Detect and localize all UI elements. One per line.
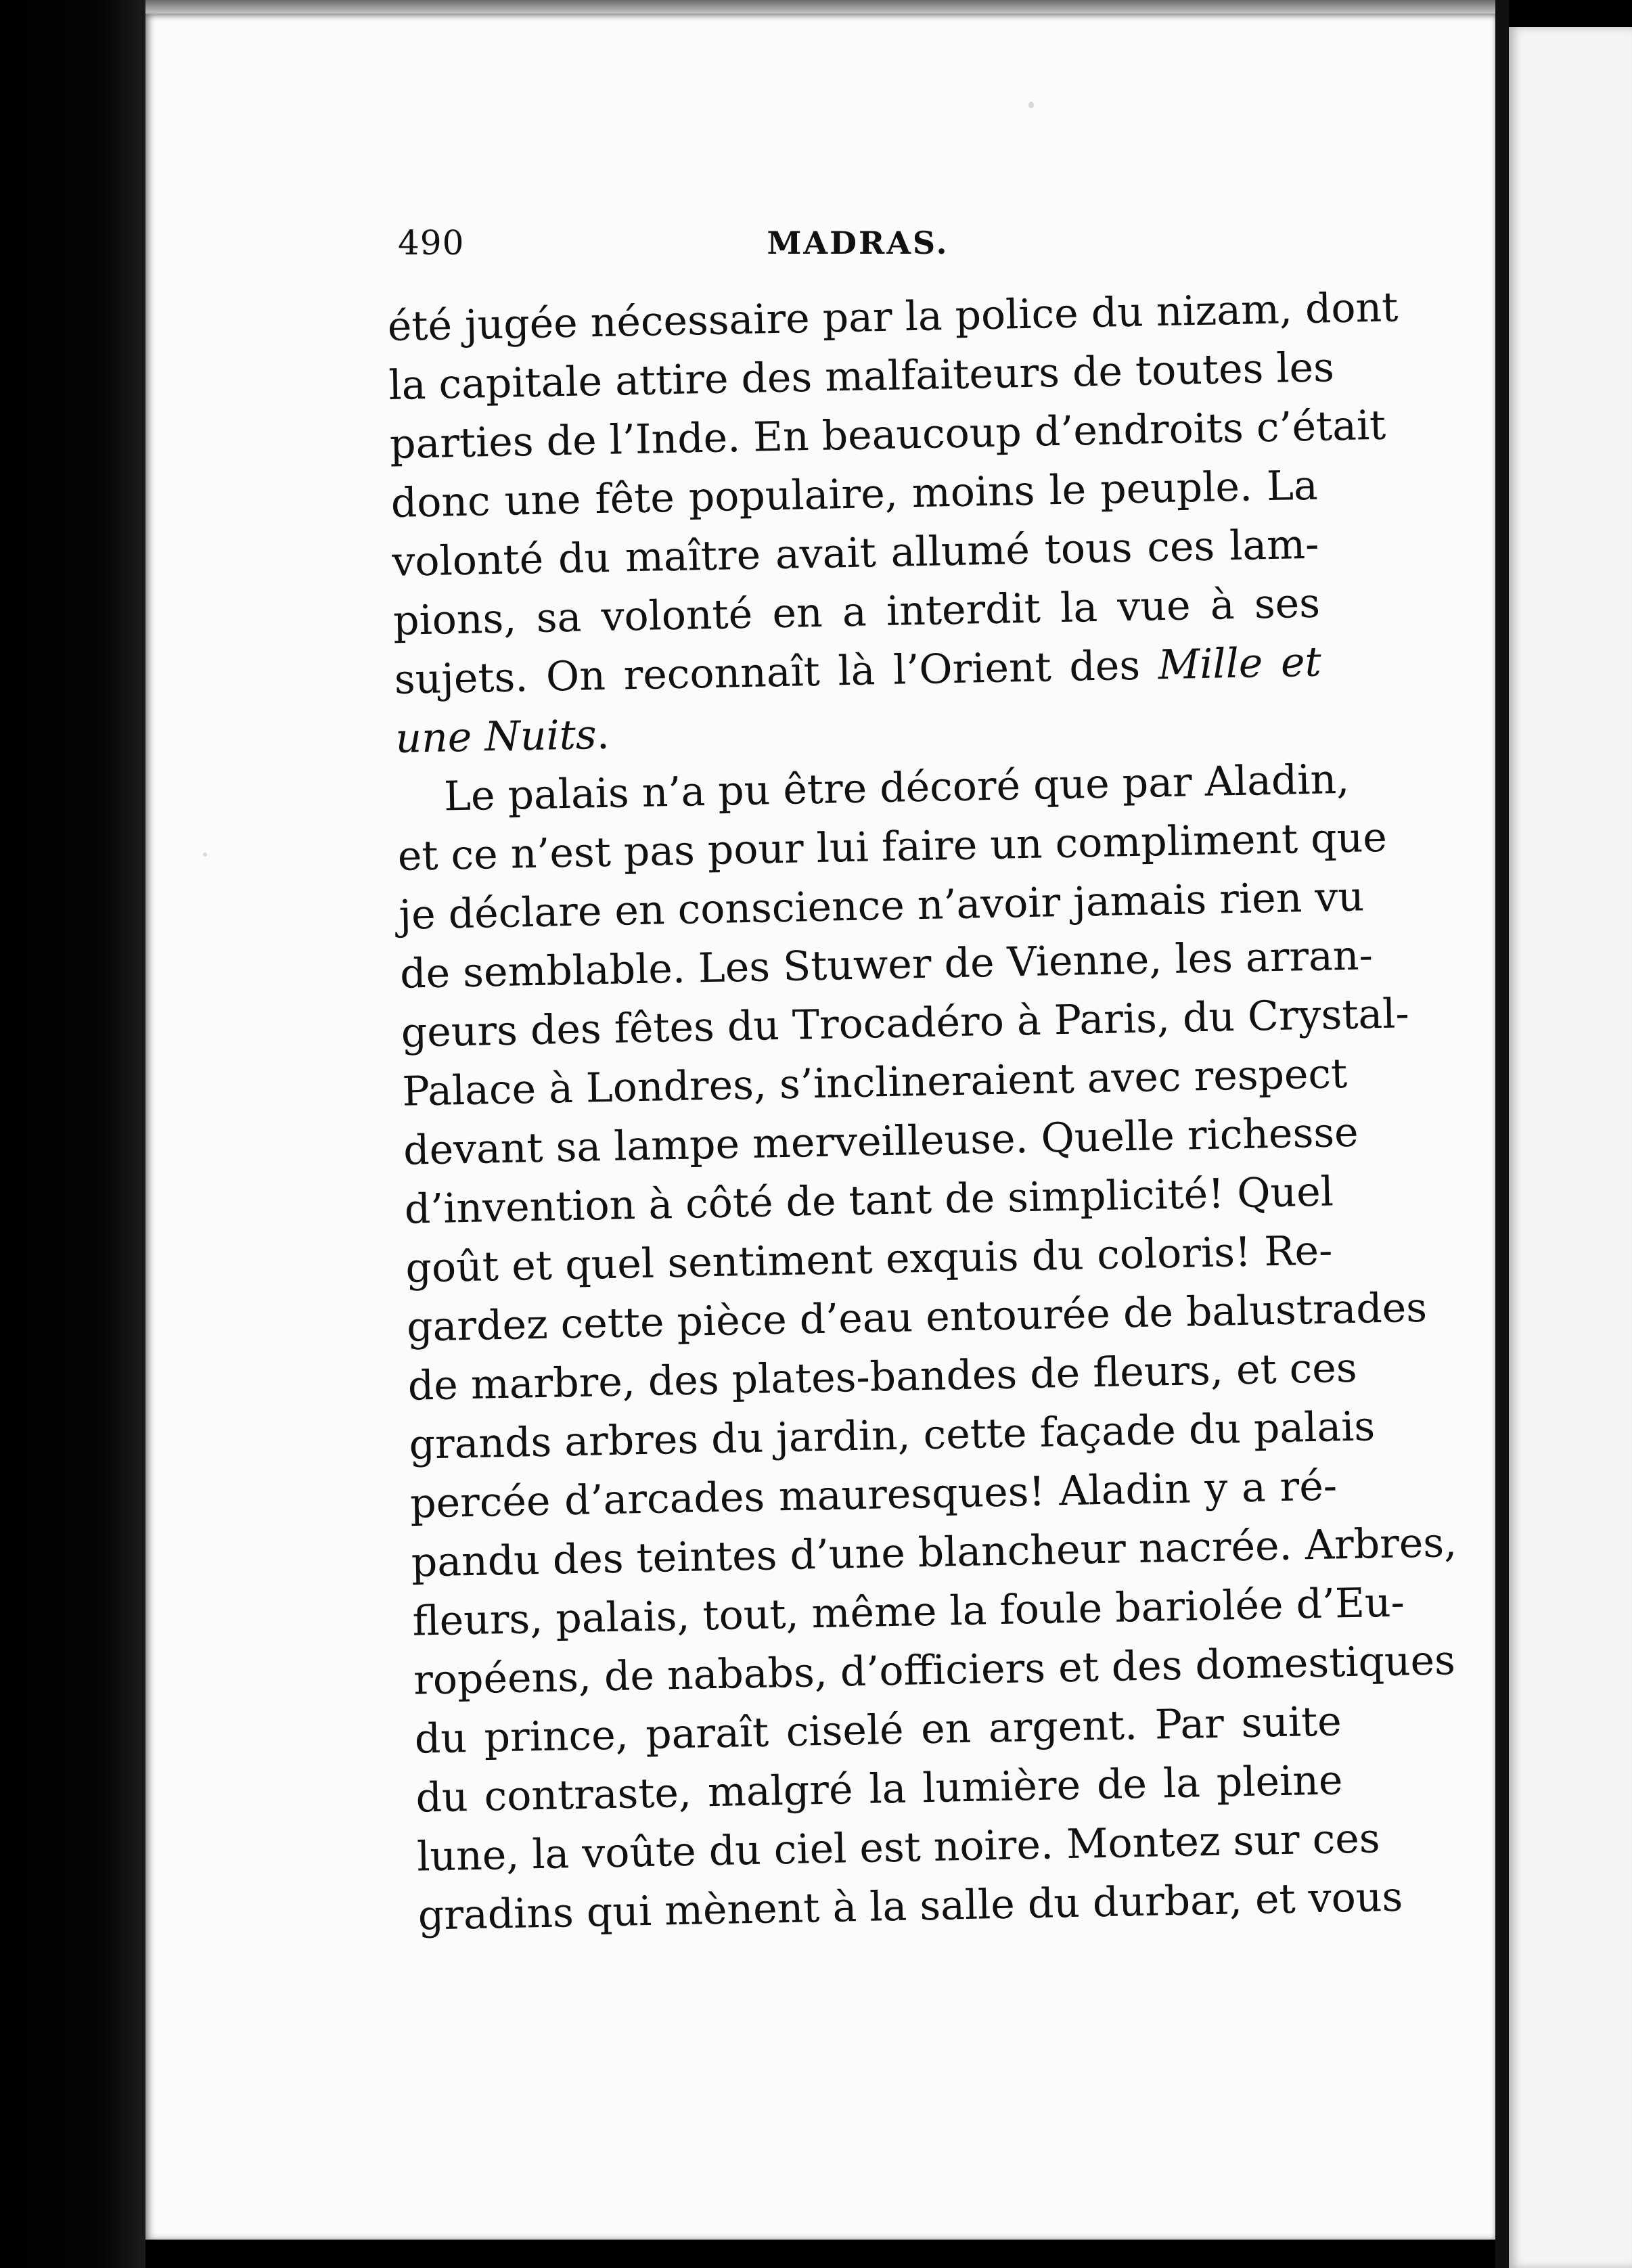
text-line: de semblable. Les Stuwer de Vienne, les arran-	[399, 932, 1374, 998]
book-gutter	[1495, 0, 1509, 2268]
text-line: Palace à Londres, s’inclineraient avec respect	[401, 1049, 1348, 1116]
facing-page-edge	[1509, 27, 1632, 2268]
text-run: .	[595, 710, 610, 759]
page-number: 490	[398, 223, 465, 263]
paper-speck	[203, 853, 207, 857]
text-line: gardez cette pièce d’eau entourée de balustrades	[406, 1284, 1428, 1351]
text-line: la capitale attire des malfaiteurs de toutes les	[388, 344, 1335, 409]
book-edge	[0, 0, 145, 2268]
text-line: percée d’arcades mauresques! Aladin y a ré-	[409, 1462, 1338, 1528]
text-line: devant sa lampe merveilleuse. Quelle richesse	[403, 1108, 1359, 1175]
paragraph-start-line: Le palais n’a pu être décoré que par Aladin,	[443, 755, 1350, 821]
text-line: du contraste, malgré la lumière de la pleine	[415, 1756, 1343, 1822]
text-line: grands arbres du jardin, cette façade du palais	[408, 1403, 1376, 1469]
text-run: sujets. On reconnaît là l’Orient des	[394, 641, 1159, 704]
text-line: gradins qui mènent à la salle du durbar, et vous	[417, 1873, 1403, 1940]
text-line: du prince, paraît ciselé en argent. Par suite	[414, 1698, 1342, 1763]
text-line: goût et quel sentiment exquis du coloris! Re-	[405, 1227, 1333, 1292]
text-line: de marbre, des plates-bandes de fleurs, et ces	[407, 1344, 1358, 1410]
running-head	[398, 223, 1318, 271]
text-line: pandu des teintes d’une blancheur nacrée. Arbres,	[411, 1518, 1457, 1587]
text-line: donc une fête populaire, moins le peuple. La	[390, 461, 1319, 527]
text-line: pions, sa volonté en a interdit la vue à ses	[392, 579, 1321, 645]
paper-speck	[1028, 101, 1034, 108]
text-line: parties de l’Inde. En beaucoup d’endroits c’était	[389, 401, 1386, 468]
running-title: MADRAS.	[767, 225, 949, 261]
text-line: été jugée nécessaire par la police du nizam, dont	[387, 284, 1399, 350]
text-line: et ce n’est pas pour lui faire un compliment que	[397, 813, 1388, 880]
text-line: volonté du maître avait allumé tous ces lam-	[391, 520, 1319, 586]
text-line: ropéens, de nababs, d’officiers et des domestiques	[413, 1637, 1456, 1704]
text-line: fleurs, palais, tout, même la foule bariolée d’Eu-	[411, 1579, 1405, 1646]
text-line: geurs des fêtes du Trocadéro à Paris, du Crystal-	[401, 990, 1410, 1057]
text-line: lune, la voûte du ciel est noire. Montez sur ces	[416, 1815, 1381, 1881]
italic-title: une Nuits	[394, 711, 597, 763]
italic-title: Mille et	[1158, 638, 1322, 689]
text-line: d’invention à côté de tant de simplicité! Quel	[404, 1168, 1334, 1233]
body-text	[387, 280, 1457, 1946]
text-line: je déclare en conscience n’avoir jamais rien vu	[398, 873, 1365, 939]
